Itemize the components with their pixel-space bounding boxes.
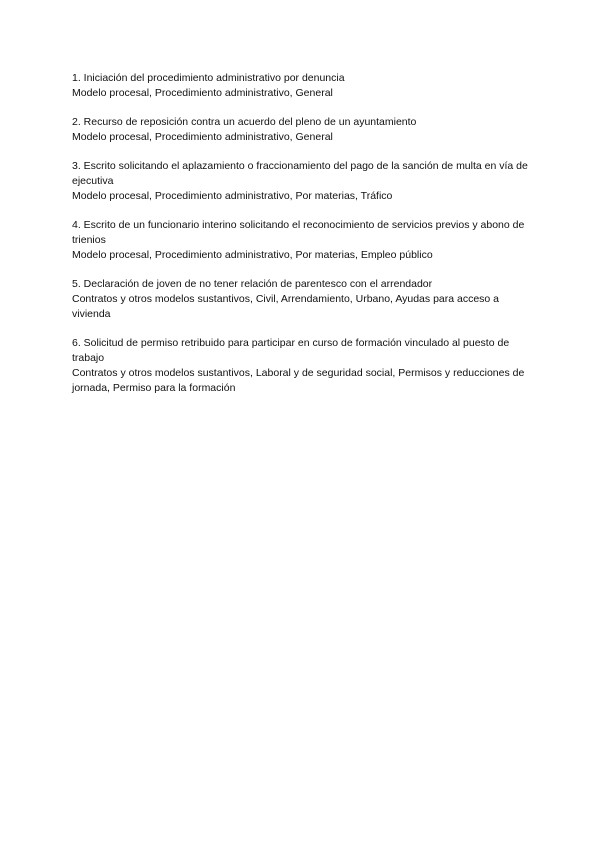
model-list	[72, 71, 532, 410]
entry-category: Modelo procesal, Procedimiento administrativo, Por materias, Empleo público	[72, 249, 433, 261]
entry-title: 2. Recurso de reposición contra un acuerdo del pleno de un ayuntamiento	[72, 116, 417, 128]
entry-category: Modelo procesal, Procedimiento administrativo, General	[72, 87, 333, 99]
entry-title: 6. Solicitud de permiso retribuido para participar en curso de formación vinculado al puesto de trabajo	[72, 337, 510, 364]
list-item	[72, 115, 532, 145]
entry-title: 1. Iniciación del procedimiento administrativo por denuncia	[72, 72, 345, 84]
entry-title: 4. Escrito de un funcionario interino solicitando el reconocimiento de servicios previos y abono de trienios	[72, 219, 525, 246]
entry-title: 5. Declaración de joven de no tener relación de parentesco con el arrendador	[72, 278, 433, 290]
list-item	[72, 336, 532, 396]
list-item	[72, 71, 532, 101]
entry-category: Contratos y otros modelos sustantivos, Civil, Arrendamiento, Urbano, Ayudas para acceso a vivienda	[72, 293, 500, 320]
entry-category: Modelo procesal, Procedimiento administrativo, Por materias, Tráfico	[72, 190, 393, 202]
entry-category: Contratos y otros modelos sustantivos, Laboral y de seguridad social, Permisos y reducciones de jornada, Permiso para la formación	[72, 367, 525, 394]
entry-category: Modelo procesal, Procedimiento administrativo, General	[72, 131, 333, 143]
list-item	[72, 159, 532, 204]
list-item	[72, 218, 532, 263]
entry-title: 3. Escrito solicitando el aplazamiento o fraccionamiento del pago de la sanción de multa en vía de ejecutiva	[72, 160, 528, 187]
list-item	[72, 277, 532, 322]
